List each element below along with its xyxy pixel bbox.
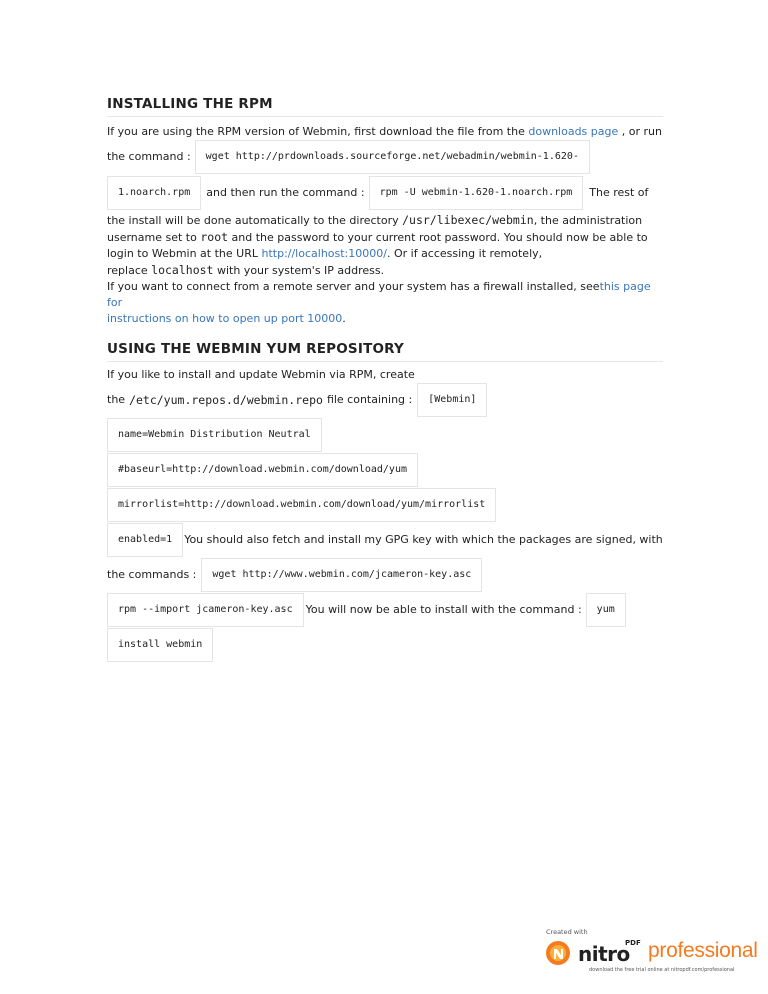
text: the command : (107, 150, 191, 163)
code-baseurl-line: #baseurl=http://download.webmin.com/download/yum (107, 453, 418, 487)
paragraph: If you like to install and update Webmin via RPM, create (107, 368, 415, 381)
code-install-webmin: install webmin (107, 628, 213, 662)
command-row (107, 140, 663, 174)
code-enabled-line: enabled=1 (107, 523, 183, 557)
code-name-line: name=Webmin Distribution Neutral (107, 418, 322, 452)
code-row (107, 453, 663, 487)
document-body (107, 96, 663, 662)
firewall-link[interactable]: this page for (107, 280, 651, 309)
professional-wordmark: professional (648, 939, 758, 962)
text: the install will be done automatically to the directory (107, 214, 399, 227)
pdf-superscript: PDF (625, 939, 641, 947)
text: the (107, 393, 126, 406)
repo-path: /etc/yum.repos.d/webmin.repo (129, 393, 323, 407)
code-row (107, 488, 663, 522)
paragraph (107, 212, 663, 327)
code-wget-rpm-cont: 1.noarch.rpm (107, 176, 201, 210)
code-row (107, 628, 663, 662)
text: , the administration (533, 214, 643, 227)
text: . (342, 312, 346, 325)
download-trial-line: download the free trial online at nitropdf.com/professional (589, 967, 735, 973)
dir-path: /usr/libexec/webmin (402, 213, 534, 227)
text: login to Webmin at the URL (107, 247, 258, 260)
code-row (107, 418, 663, 452)
root-text: root (200, 230, 229, 244)
section-title-installing-rpm: INSTALLING THE RPM (107, 96, 663, 117)
nitro-icon (545, 940, 571, 966)
localhost-text: localhost (151, 263, 214, 277)
code-row (107, 523, 663, 557)
text: . Or if accessing it remotely, (386, 247, 543, 260)
command-row (107, 558, 663, 592)
text: If you are using the RPM version of Webmin, first download the file from the (107, 125, 525, 138)
text: You will now be able to install with the command : (305, 603, 582, 616)
code-mirrorlist-line: mirrorlist=http://download.webmin.com/download/yum/mirrorlist (107, 488, 496, 522)
text: with your system's IP address. (216, 264, 385, 277)
nitro-wordmark: nitro (578, 942, 630, 966)
section-title-yum-repo: USING THE WEBMIN YUM REPOSITORY (107, 341, 663, 362)
text: and the password to your current root password. You should now be able to (231, 231, 648, 244)
text: If you want to connect from a remote server and your system has a firewall installed, see (107, 280, 600, 293)
text: The rest of (589, 186, 649, 199)
code-wget-key: wget http://www.webmin.com/jcameron-key.asc (201, 558, 482, 592)
created-with-label: Created with (546, 928, 588, 936)
text: file containing : (326, 393, 413, 406)
code-rpm-import: rpm --import jcameron-key.asc (107, 593, 304, 627)
text: You should also fetch and install my GPG key with which the packages are signed, with (184, 533, 663, 546)
text: and then run the command : (206, 186, 365, 199)
text: , or run (621, 125, 662, 138)
command-row (107, 593, 663, 627)
text: replace (107, 264, 148, 277)
text: the commands : (107, 568, 197, 581)
downloads-page-link[interactable]: downloads page (528, 125, 619, 138)
code-rpm-install: rpm -U webmin-1.620-1.noarch.rpm (369, 176, 584, 210)
code-yum: yum (586, 593, 626, 627)
localhost-link[interactable]: http://localhost:10000/ (261, 247, 387, 260)
nitro-pdf-logo (545, 928, 765, 978)
code-wget-rpm: wget http://prdownloads.sourceforge.net/webadmin/webmin-1.620- (195, 140, 590, 174)
paragraph (107, 124, 663, 140)
repo-file-row (107, 383, 663, 417)
firewall-link-cont[interactable]: instructions on how to open up port 10000 (107, 312, 343, 325)
command-row (107, 176, 663, 210)
text: username set to (107, 231, 197, 244)
code-webmin-section: [Webmin] (417, 383, 487, 417)
